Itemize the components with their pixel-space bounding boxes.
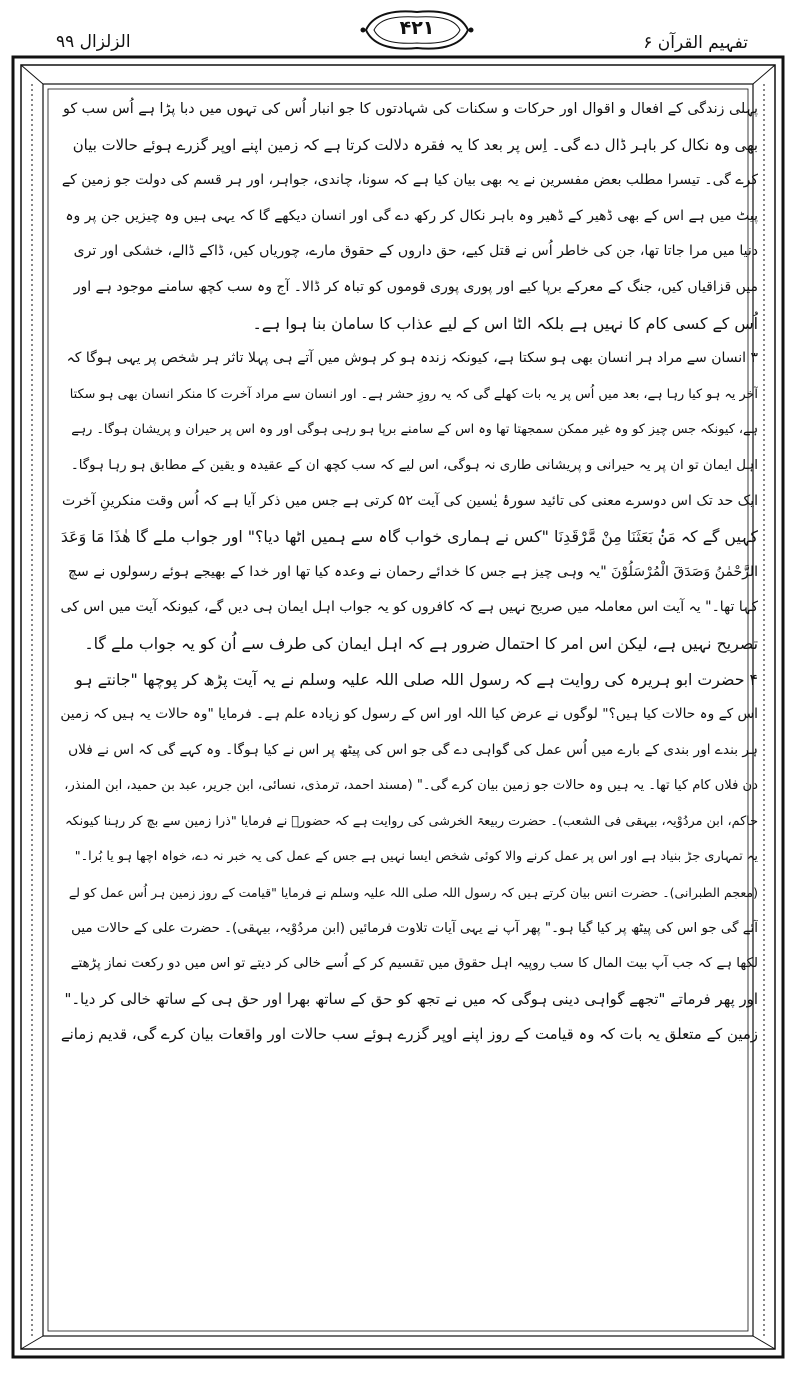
text-line: ہے، کیونکہ جس چیز کو وہ غیر ممکن سمجھتا تھا وہ اس کے سامنے برپا ہو رہی ہوگی اور وہ اس پر حیران و پریشان ہوگا۔ رہے xyxy=(71,422,758,438)
text-line: اُس کے کسی کام کا نہیں ہے بلکہ الٹا اس کے لیے عذاب کا سامان بنا ہوا ہے۔ xyxy=(252,313,758,333)
text-line: ہر بندے اور بندی کے بارے میں اُس عمل کی گواہی دے گی جو اس کی پیٹھ پر اس نے کیا ہوگا۔ وہ کہے گی کہ اس نے فلاں xyxy=(68,741,758,758)
text-line: ایک حد تک اس دوسرے معنی کی تائید سورۂ یٰسین کی آیت ۵۲ کرتی ہے جس میں ذکر آیا ہے کہ اُس وقت منکرینِ آخرت xyxy=(62,492,758,509)
text-line: آخر یہ ہو کیا رہا ہے، بعد میں اُس پر یہ بات کھلے گی کہ یہ روزِ حشر ہے۔ اور انسان سے مراد آخرت کا منکر انسان بھی ہو سکتا xyxy=(69,386,758,402)
text-line: آئے گی جو اس کی پیٹھ پر کیا گیا ہو۔" پھر آپ نے یہی آیات تلاوت فرمائیں (ابن مردُوْیہ، بیہقی)۔ حضرت علی کے حالات میں xyxy=(71,920,758,936)
text-line: (معجم الطبرانی)۔ حضرت انس بیان کرتے ہیں کہ رسول اللہ صلی اللہ علیہ وسلم نے فرمایا "قیامت کے روز زمین ہر اُس عمل کو لے xyxy=(68,885,758,901)
text-line: حاکم، ابن مردُوْیہ، بیہقی فی الشعب)۔ حضرت ربیعۃ الخرشی کی روایت ہے کہ حضورؐ نے فرمایا "ذرا زمین سے بچ کر رہنا کیونکہ xyxy=(65,813,758,829)
text-line: زمین کے متعلق یہ بات کہ وہ قیامت کے روز اپنے اوپر گزرے ہوئے سب حالات اور واقعات بیان کرے گی، قدیم زمانے xyxy=(60,1025,758,1044)
text-line: کہیں گے کہ مَنْۢ بَعَثَنَا مِنْ مَّرْقَدِنَا "کس نے ہماری خواب گاہ سے ہمیں اٹھا دیا؟" اور جواب ملے گا هٰذَا مَا وَعَدَ xyxy=(60,527,758,547)
text-line: اہل ایمان تو ان پر یہ حیرانی و پریشانی طاری نہ ہوگی، اس لیے کہ سب کچھ ان کے عقیدہ و یقین کے مطابق ہو رہا ہوگا۔ xyxy=(70,457,758,473)
page-number-medallion xyxy=(358,8,476,52)
text-line: لکھا ہے کہ جب آپ بیت المال کا سب روپیہ اہل حقوق میں تقسیم کر کے اُسے خالی کر دیتے تو اس میں دو رکعت نماز پڑھتے xyxy=(70,956,758,972)
text-line: کرے گی۔ تیسرا مطلب بعض مفسرین نے یہ بھی بیان کیا ہے کہ سونا، چاندی، جواہر، اور ہر قسم کی دولت جو زمین کے xyxy=(61,172,758,189)
text-line: پہلی زندگی کے افعال و اقوال اور حرکات و سکنات کی شہادتوں کا جو انبار اُس کی تہوں میں دبا پڑا ہے اُس سب کو xyxy=(62,101,758,117)
text-line: اور پھر فرماتے "تجھے گواہی دینی ہوگی کہ میں نے تجھ کو حق کے ساتھ بھرا اور حق ہی کے ساتھ خالی کر دیا۔" xyxy=(64,989,758,1008)
text-line: تصریح نہیں ہے، لیکن اس امر کا احتمال ضرور ہے کہ اہل ایمان کی طرف سے اُن کو یہ جواب ملے گا۔ xyxy=(84,633,758,653)
text-line: پیٹ میں ہے اس کے بھی ڈھیر کے ڈھیر وہ باہر نکال کر رکھ دے گی اور انسان دیکھے گا کہ یہی ہیں وہ چیزیں جن پر وہ xyxy=(65,207,758,224)
page-number: ۴۲۱ xyxy=(399,17,435,39)
text-line: اس کے وہ حالات کیا ہیں؟" لوگوں نے عرض کیا اللہ اور اس کے رسول کو زیادہ علم ہے۔ فرمایا "وہ حالات یہ ہیں کہ زمین xyxy=(60,706,758,723)
text-line: یہ تمہاری جڑ بنیاد ہے اور اس پر عمل کرنے والا کوئی شخص ایسا نہیں ہے جس کے عمل کی یہ خبر نہ دے، خواہ اچھا ہو یا بُرا۔" xyxy=(74,849,758,865)
tafsir-text xyxy=(60,92,758,1354)
text-line: الرَّحْمٰنُ وَصَدَقَ الْمُرْسَلُوْنَ "یہ وہی چیز ہے جس کا خدائے رحمان نے وعدہ کیا تھا اور خدا کے بھیجے ہوئے رسولوں نے سچ xyxy=(68,563,758,580)
surah-title: الزلزال ۹۹ xyxy=(56,32,131,52)
footnote-4-line: ۴ حضرت ابو ہریرہ کی روایت ہے کہ رسول اللہ صلی اللہ علیہ وسلم نے یہ آیت پڑھ کر پوچھا "جانتے ہو xyxy=(75,669,758,689)
text-line: میں قزاقیاں کیں، جنگ کے معرکے برپا کیے اور پوری پوری قوموں کو تباہ کر ڈالا۔ آج وہ سب کچھ سامنے موجود ہے اور xyxy=(73,278,758,295)
text-line: کہا تھا۔" یہ آیت اس معاملہ میں صریح نہیں ہے کہ کافروں کو یہ جواب اہل ایمان ہی دیں گے، کیونکہ آیت میں اس کی xyxy=(60,599,758,616)
text-line: دنیا میں مرا جاتا تھا، جن کی خاطر اُس نے قتل کیے، حق داروں کے حقوق مارے، چوریاں کیں، ڈاکے ڈالے، خشکی اور تری xyxy=(73,243,758,260)
book-title: تفہیم القرآن ۶ xyxy=(643,33,748,53)
footnote-3-line: ۳ انسان سے مراد ہر انسان بھی ہو سکتا ہے، کیونکہ زندہ ہو کر ہوش میں آتے ہی پہلا تاثر ہر شخص پر یہی ہوگا کہ xyxy=(66,350,758,367)
text-line: دن فلاں کام کیا تھا۔ یہ ہیں وہ حالات جو زمین بیان کرے گی۔" (مسند احمد، ترمذی، نسائی، ابن جریر، عبد بن حمید، ابن المنذر، xyxy=(64,778,758,794)
text-line: بھی وہ نکال کر باہر ڈال دے گی۔ اِس پر بعد کا یہ فقرہ دلالت کرتا ہے کہ زمین اپنے اوپر گزرے ہوئے حالات بیان xyxy=(72,135,758,154)
